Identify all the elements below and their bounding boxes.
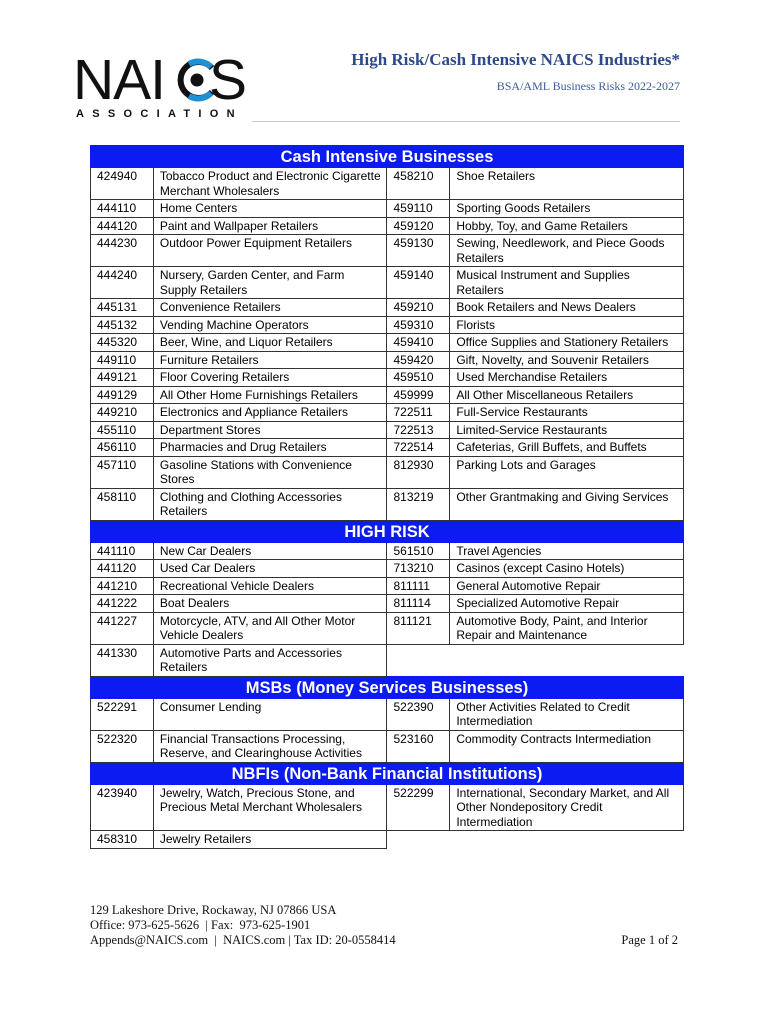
industry-description: Jewelry Retailers bbox=[153, 831, 387, 849]
table-row bbox=[91, 369, 684, 387]
industry-description: Limited-Service Restaurants bbox=[450, 421, 684, 439]
industry-description: Florists bbox=[450, 316, 684, 334]
naics-code: 713210 bbox=[387, 560, 450, 578]
industry-description: Financial Transactions Processing, Reserve, and Clearinghouse Activities bbox=[153, 730, 387, 762]
naics-code: 522299 bbox=[387, 784, 450, 831]
naics-code: 522320 bbox=[91, 730, 154, 762]
header-divider bbox=[252, 121, 680, 122]
table-row bbox=[91, 299, 684, 317]
naics-code: 459420 bbox=[387, 351, 450, 369]
logo-word-right: S bbox=[209, 48, 247, 112]
naics-code: 459120 bbox=[387, 217, 450, 235]
industry-description: Used Merchandise Retailers bbox=[450, 369, 684, 387]
naics-code: 722511 bbox=[387, 404, 450, 422]
naics-code: 459210 bbox=[387, 299, 450, 317]
table-row bbox=[91, 200, 684, 218]
table-row bbox=[91, 698, 684, 730]
industry-description: Musical Instrument and Supplies Retailers bbox=[450, 267, 684, 299]
naics-code: 441330 bbox=[91, 644, 154, 676]
table-row bbox=[91, 644, 684, 676]
industry-description: Specialized Automotive Repair bbox=[450, 595, 684, 613]
logo-word-left: NAI bbox=[73, 48, 166, 112]
industry-description: Electronics and Appliance Retailers bbox=[153, 404, 387, 422]
industry-description: Boat Dealers bbox=[153, 595, 387, 613]
table-body bbox=[91, 146, 684, 849]
section-heading: Cash Intensive Businesses bbox=[91, 146, 684, 168]
footer-address: 129 Lakeshore Drive, Rockaway, NJ 07866 USA bbox=[90, 903, 337, 917]
industry-description: Home Centers bbox=[153, 200, 387, 218]
naics-code: 459310 bbox=[387, 316, 450, 334]
naics-code: 441120 bbox=[91, 560, 154, 578]
industry-description: Travel Agencies bbox=[450, 542, 684, 560]
naics-code: 459410 bbox=[387, 334, 450, 352]
industry-description: Vending Machine Operators bbox=[153, 316, 387, 334]
industry-description: All Other Home Furnishings Retailers bbox=[153, 386, 387, 404]
naics-code: 444120 bbox=[91, 217, 154, 235]
naics-code: 444230 bbox=[91, 235, 154, 267]
industry-description: Beer, Wine, and Liquor Retailers bbox=[153, 334, 387, 352]
industry-description: Hobby, Toy, and Game Retailers bbox=[450, 217, 684, 235]
naics-code: 441227 bbox=[91, 612, 154, 644]
industry-description: Floor Covering Retailers bbox=[153, 369, 387, 387]
naics-code: 424940 bbox=[91, 168, 154, 200]
footer-phone: Office: 973-625-5626 | Fax: 973-625-1901 bbox=[90, 918, 311, 932]
naics-code: 457110 bbox=[91, 456, 154, 488]
empty-cell bbox=[387, 644, 684, 676]
naics-code: 523160 bbox=[387, 730, 450, 762]
industry-description: Cafeterias, Grill Buffets, and Buffets bbox=[450, 439, 684, 457]
page-number: Page 1 of 2 bbox=[621, 933, 678, 947]
industry-description: Book Retailers and News Dealers bbox=[450, 299, 684, 317]
document-title: High Risk/Cash Intensive NAICS Industries* bbox=[351, 50, 680, 69]
naics-code: 561510 bbox=[387, 542, 450, 560]
industry-description: International, Secondary Market, and All Other Nondepository Credit Intermediation bbox=[450, 784, 684, 831]
naics-code: 441210 bbox=[91, 577, 154, 595]
table-row bbox=[91, 542, 684, 560]
naics-association-logo bbox=[73, 48, 253, 122]
table-row bbox=[91, 386, 684, 404]
industry-description: Paint and Wallpaper Retailers bbox=[153, 217, 387, 235]
industry-description: Furniture Retailers bbox=[153, 351, 387, 369]
table-row bbox=[91, 560, 684, 578]
naics-code: 813219 bbox=[387, 488, 450, 520]
logo-ring-icon bbox=[175, 58, 219, 102]
naics-code: 449210 bbox=[91, 404, 154, 422]
naics-code: 811114 bbox=[387, 595, 450, 613]
industry-description: General Automotive Repair bbox=[450, 577, 684, 595]
table-row bbox=[91, 488, 684, 520]
naics-code: 722514 bbox=[387, 439, 450, 457]
industry-description: Pharmacies and Drug Retailers bbox=[153, 439, 387, 457]
section-header-row bbox=[91, 676, 684, 698]
naics-code: 458210 bbox=[387, 168, 450, 200]
table-row bbox=[91, 168, 684, 200]
industry-description: Sewing, Needlework, and Piece Goods Retailers bbox=[450, 235, 684, 267]
naics-code: 722513 bbox=[387, 421, 450, 439]
table-row bbox=[91, 595, 684, 613]
table-row bbox=[91, 421, 684, 439]
naics-code: 445320 bbox=[91, 334, 154, 352]
industry-description: Department Stores bbox=[153, 421, 387, 439]
naics-code: 456110 bbox=[91, 439, 154, 457]
naics-code: 522291 bbox=[91, 698, 154, 730]
naics-code: 449110 bbox=[91, 351, 154, 369]
industry-description: Casinos (except Casino Hotels) bbox=[450, 560, 684, 578]
table-row bbox=[91, 831, 684, 849]
naics-code: 444110 bbox=[91, 200, 154, 218]
industry-description: Convenience Retailers bbox=[153, 299, 387, 317]
industry-description: New Car Dealers bbox=[153, 542, 387, 560]
naics-code: 459999 bbox=[387, 386, 450, 404]
industry-description: Commodity Contracts Intermediation bbox=[450, 730, 684, 762]
table-row bbox=[91, 612, 684, 644]
industry-description: Sporting Goods Retailers bbox=[450, 200, 684, 218]
industry-description: Clothing and Clothing Accessories Retailers bbox=[153, 488, 387, 520]
section-heading: HIGH RISK bbox=[91, 520, 684, 542]
naics-code: 441222 bbox=[91, 595, 154, 613]
industry-description: Outdoor Power Equipment Retailers bbox=[153, 235, 387, 267]
industry-description: Recreational Vehicle Dealers bbox=[153, 577, 387, 595]
naics-code: 522390 bbox=[387, 698, 450, 730]
industry-description: Gasoline Stations with Convenience Stores bbox=[153, 456, 387, 488]
table-row bbox=[91, 217, 684, 235]
table-row bbox=[91, 267, 684, 299]
table-row bbox=[91, 351, 684, 369]
naics-code: 459140 bbox=[387, 267, 450, 299]
table-row bbox=[91, 730, 684, 762]
footer-contact: Appends@NAICS.com | NAICS.com | Tax ID: 20-0558414 bbox=[90, 933, 396, 947]
section-header-row bbox=[91, 762, 684, 784]
logo-subtitle: ASSOCIATION bbox=[76, 108, 243, 120]
industry-description: Automotive Parts and Accessories Retailers bbox=[153, 644, 387, 676]
table-row bbox=[91, 456, 684, 488]
industry-description: Used Car Dealers bbox=[153, 560, 387, 578]
naics-code: 459510 bbox=[387, 369, 450, 387]
footer bbox=[90, 903, 396, 948]
naics-code: 455110 bbox=[91, 421, 154, 439]
table-row bbox=[91, 334, 684, 352]
naics-code: 423940 bbox=[91, 784, 154, 831]
industry-description: Jewelry, Watch, Precious Stone, and Precious Metal Merchant Wholesalers bbox=[153, 784, 387, 831]
logo-wordmark bbox=[73, 48, 247, 112]
industry-description: Full-Service Restaurants bbox=[450, 404, 684, 422]
naics-code: 459110 bbox=[387, 200, 450, 218]
naics-code: 458310 bbox=[91, 831, 154, 849]
industry-description: Shoe Retailers bbox=[450, 168, 684, 200]
industry-description: Other Grantmaking and Giving Services bbox=[450, 488, 684, 520]
naics-code: 444240 bbox=[91, 267, 154, 299]
table-row bbox=[91, 784, 684, 831]
naics-code: 812930 bbox=[387, 456, 450, 488]
table-row bbox=[91, 439, 684, 457]
section-header-row bbox=[91, 146, 684, 168]
industry-description: Gift, Novelty, and Souvenir Retailers bbox=[450, 351, 684, 369]
industry-description: All Other Miscellaneous Retailers bbox=[450, 386, 684, 404]
section-header-row bbox=[91, 520, 684, 542]
empty-cell bbox=[387, 831, 684, 849]
naics-code: 811121 bbox=[387, 612, 450, 644]
section-heading: NBFIs (Non-Bank Financial Institutions) bbox=[91, 762, 684, 784]
industry-description: Consumer Lending bbox=[153, 698, 387, 730]
section-heading: MSBs (Money Services Businesses) bbox=[91, 676, 684, 698]
industry-description: Motorcycle, ATV, and All Other Motor Vehicle Dealers bbox=[153, 612, 387, 644]
naics-code: 459130 bbox=[387, 235, 450, 267]
naics-code: 445132 bbox=[91, 316, 154, 334]
naics-code: 445131 bbox=[91, 299, 154, 317]
table-row bbox=[91, 577, 684, 595]
naics-code: 458110 bbox=[91, 488, 154, 520]
industry-description: Nursery, Garden Center, and Farm Supply Retailers bbox=[153, 267, 387, 299]
document-subtitle: BSA/AML Business Risks 2022-2027 bbox=[496, 79, 680, 93]
industry-description: Parking Lots and Garages bbox=[450, 456, 684, 488]
industry-description: Office Supplies and Stationery Retailers bbox=[450, 334, 684, 352]
industry-description: Automotive Body, Paint, and Interior Repair and Maintenance bbox=[450, 612, 684, 644]
naics-code: 811111 bbox=[387, 577, 450, 595]
industry-description: Tobacco Product and Electronic Cigarette Merchant Wholesalers bbox=[153, 168, 387, 200]
naics-code: 449121 bbox=[91, 369, 154, 387]
naics-industries-table bbox=[90, 145, 684, 849]
naics-code: 441110 bbox=[91, 542, 154, 560]
naics-code: 449129 bbox=[91, 386, 154, 404]
industry-description: Other Activities Related to Credit Intermediation bbox=[450, 698, 684, 730]
table-row bbox=[91, 316, 684, 334]
table-row bbox=[91, 404, 684, 422]
table-row bbox=[91, 235, 684, 267]
